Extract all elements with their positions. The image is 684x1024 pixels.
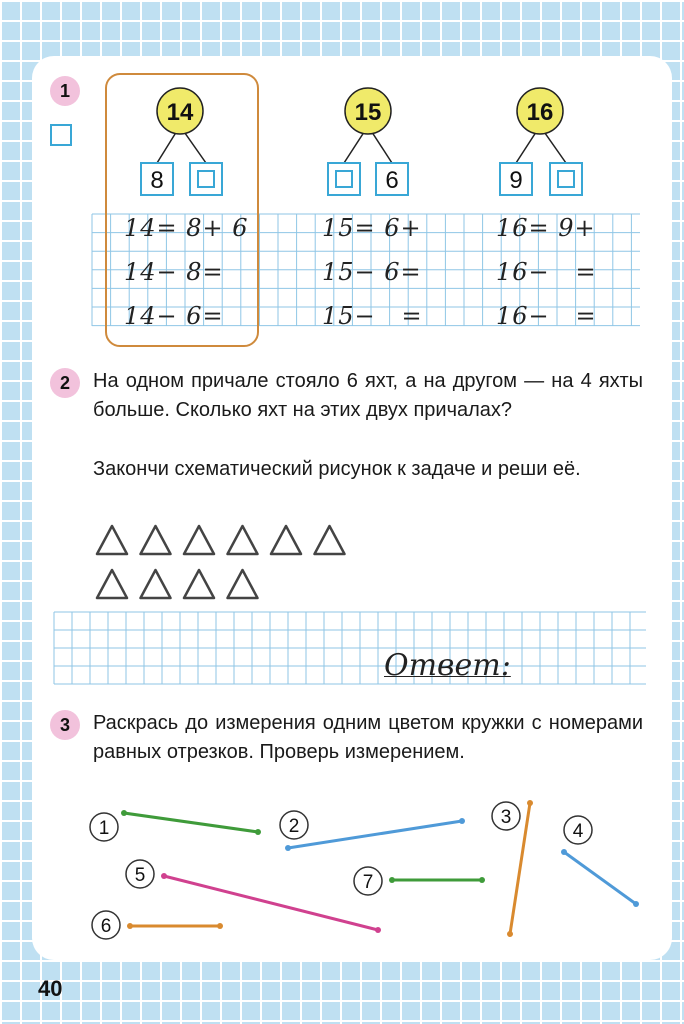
part-right-value: 6 xyxy=(385,167,399,194)
equation-16-3: 16− = xyxy=(496,302,597,330)
part-left-value: 8 xyxy=(150,167,164,194)
equation-16-1: 16= 9+ xyxy=(496,214,596,242)
segment-label-2: 2 xyxy=(288,816,300,837)
triangle-row1-3 xyxy=(184,526,214,554)
triangle-row2-1 xyxy=(97,570,127,598)
triangle-row1-6 xyxy=(315,526,345,554)
segment-label-1: 1 xyxy=(98,818,110,839)
segment-label-circle-7[interactable] xyxy=(354,867,382,895)
task-2-text: На одном причале стояло 6 яхт, а на другом — на 4 яхты больше. Сколько яхт на этих двух причалах? xyxy=(93,370,643,421)
task-2-badge xyxy=(50,368,80,398)
equation-15-3: 15− = xyxy=(322,302,423,330)
empty-part-answer[interactable] xyxy=(198,171,214,187)
number-tree-16 xyxy=(500,88,582,195)
triangle-row2-4 xyxy=(228,570,258,598)
triangle-row1-4 xyxy=(228,526,258,554)
segment-label-circle-1[interactable] xyxy=(90,813,118,841)
segment-label-4: 4 xyxy=(572,821,584,842)
equation-15-2: 15− 6= xyxy=(322,258,422,286)
segment-1 xyxy=(124,813,258,832)
number-tree-15 xyxy=(328,88,408,195)
empty-part-answer[interactable] xyxy=(336,171,352,187)
segment-label-6: 6 xyxy=(100,916,112,937)
segment-label-3: 3 xyxy=(500,807,512,828)
task-1-number: 1 xyxy=(59,80,70,101)
answer-grid[interactable] xyxy=(0,600,684,690)
segment-label-5: 5 xyxy=(134,865,146,886)
task-2-number: 2 xyxy=(59,372,70,393)
whole-number: 16 xyxy=(526,99,554,126)
equation-15-1: 15= 6+ xyxy=(322,214,422,242)
triangle-row1-1 xyxy=(97,526,127,554)
equation-14-1: 14= 8+ 6 xyxy=(124,214,249,242)
segment-5 xyxy=(164,876,378,930)
triangle-schematic xyxy=(0,510,684,610)
triangle-row1-5 xyxy=(271,526,301,554)
number-tree-14 xyxy=(141,88,222,195)
equation-16-2: 16− = xyxy=(496,258,597,286)
segment-2 xyxy=(288,821,462,848)
triangle-row-1 xyxy=(97,526,345,554)
page-number: 40 xyxy=(38,976,63,1001)
segment-label-circle-2[interactable] xyxy=(280,811,308,839)
triangle-row2-3 xyxy=(184,570,214,598)
task-3-number: 3 xyxy=(59,714,70,735)
answer-label: Ответ: xyxy=(384,648,511,683)
whole-number: 14 xyxy=(166,99,194,126)
segment-label-7: 7 xyxy=(362,872,374,893)
segment-label-circle-5[interactable] xyxy=(126,860,154,888)
task-2-instruction: Закончи схематический рисунок к задаче и реши её. xyxy=(93,458,581,480)
segment-label-circle-3[interactable] xyxy=(492,802,520,830)
empty-part-answer[interactable] xyxy=(558,171,574,187)
equation-14-3: 14− 6= xyxy=(124,302,224,330)
triangle-row1-2 xyxy=(141,526,171,554)
segment-label-circle-4[interactable] xyxy=(564,816,592,844)
segments-figure xyxy=(0,790,684,950)
triangle-row2-2 xyxy=(141,570,171,598)
segment-4 xyxy=(564,852,636,904)
task-3-badge xyxy=(50,710,80,740)
equation-14-2: 14− 8= xyxy=(124,258,224,286)
task-3-text: Раскрась до измерения одним цветом кружки с номерами равных отрезков. Проверь измерением. xyxy=(93,712,643,763)
segment-label-circle-6[interactable] xyxy=(92,911,120,939)
triangle-row-2 xyxy=(97,570,258,598)
part-left-value: 9 xyxy=(509,167,523,194)
whole-number: 15 xyxy=(354,99,382,126)
